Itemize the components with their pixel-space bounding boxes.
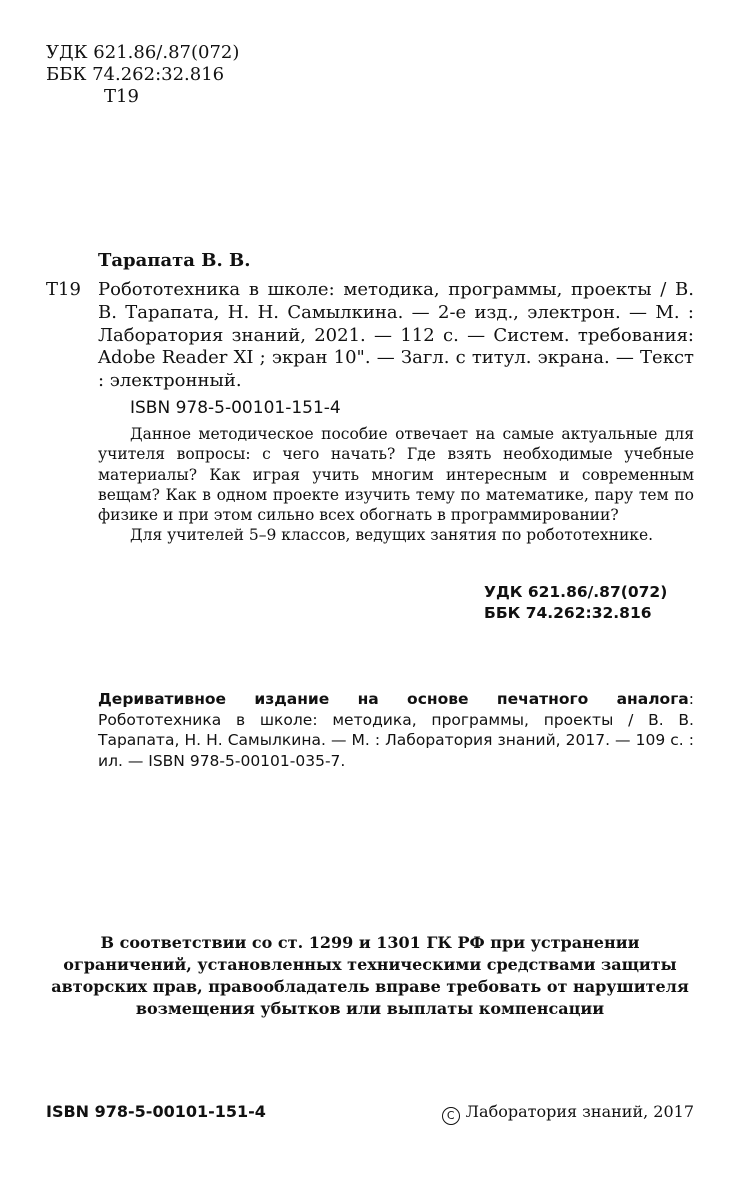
derivative-details: : Робототехника в школе: методика, программы, проекты / В. В. Тарапата, Н. Н. Самылкина. — М. : Лаборатория знаний, 2017. — 109 с. : ил. — ISBN 978-5-00101-035-7. [98,690,694,770]
copyright-line [442,1101,694,1125]
index-codes [46,42,239,108]
catalog-udk: УДК 621.86/.87(072) [484,583,668,601]
copyright-icon: C [442,1107,460,1125]
bbk-code: ББК 74.262:32.816 [46,64,225,85]
copyright-text: Лаборатория знаний, 2017 [465,1102,694,1121]
annotation-paragraph: Данное методическое пособие отвечает на самые актуальные для учителя вопросы: с чего начать? Где взять необходимые учебные материалы? Как играя учить многим интересным и современным вещам? Как в одном проекте изучить тему по математике, пару тем по физике и при этом сильно всех обогнать в программировании? [98,425,694,525]
author-heading: Тарапата В. В. [98,250,251,271]
bibliographic-description: Робототехника в школе: методика, программы, проекты / В. В. Тарапата, Н. Н. Самылкина. — 2-е изд., электрон. — М. : Лаборатория знаний, 2021. — 112 с. — Систем. требования: Adobe Reader XI ; экран 10". — Загл. с титул. экрана. — Текст : электронный. [98,279,694,392]
author-mark: Т19 [104,86,139,107]
catalog-author-mark: Т19 [46,279,81,300]
annotation [98,424,694,546]
classification-codes [484,582,667,623]
footer-isbn: ISBN 978-5-00101-151-4 [46,1102,266,1121]
annotation-audience: Для учителей 5–9 классов, ведущих занятия по робототехнике. [130,526,654,545]
catalog-bbk: ББК 74.262:32.816 [484,603,652,622]
legal-notice: В соответствии со ст. 1299 и 1301 ГК РФ при устранении ограничений, установленных техническими средствами защиты авторских прав, правообладатель вправе требовать от нарушителя возмещения убытков или выплаты компенсации [51,933,689,1018]
derivative-lead: Деривативное издание на основе печатного аналога [98,690,689,708]
derivative-edition-note [98,689,694,771]
catalog-isbn: ISBN 978-5-00101-151-4 [130,398,341,418]
udk-code: УДК 621.86/.87(072) [46,42,240,63]
